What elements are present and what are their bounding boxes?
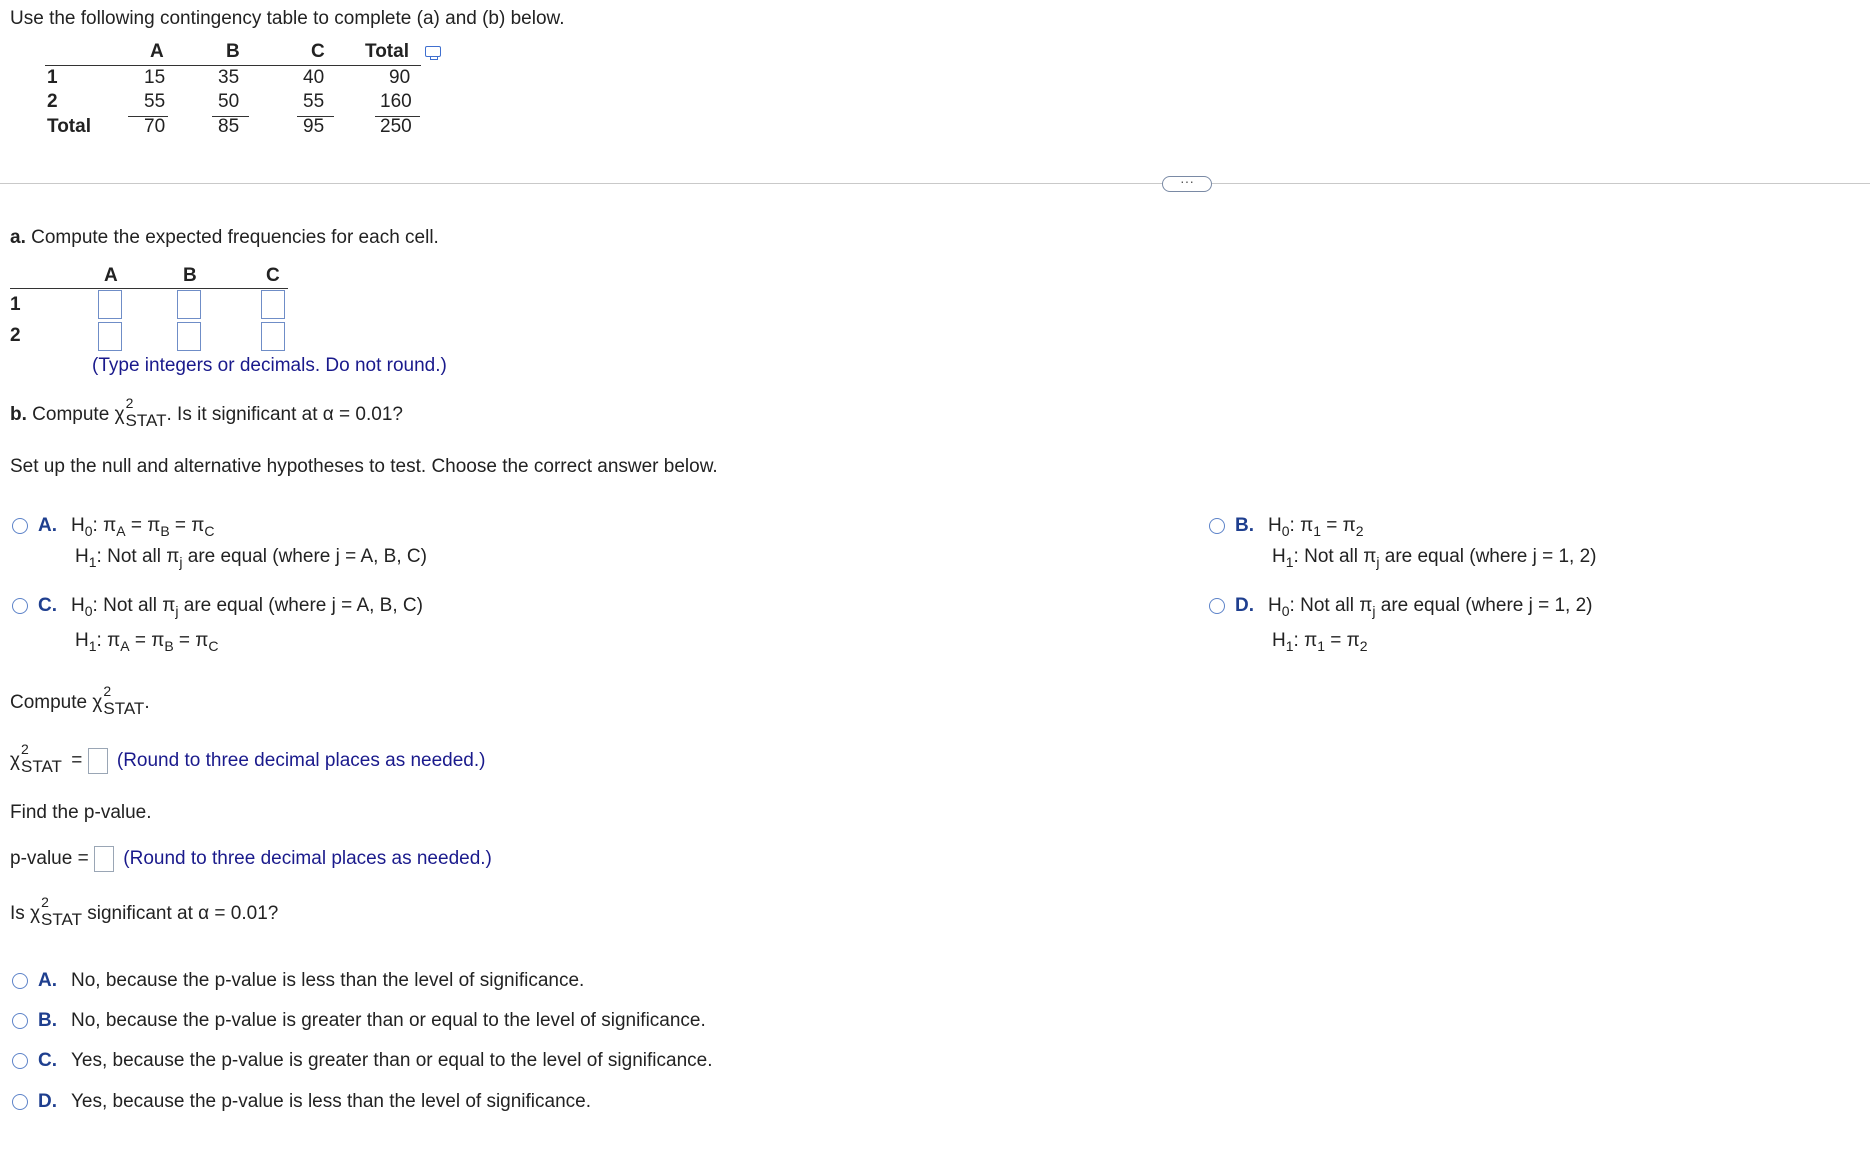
chi-stat-symbol: χ 2 STAT — [10, 741, 62, 777]
cell-total-c: 95 — [303, 116, 325, 137]
hypothesis-d-h1: $H_1$: $\pi_1 = \pi_2$ — [1272, 630, 1368, 654]
cell-2-a: 55 — [144, 91, 166, 112]
part-a-letter: a. — [10, 227, 26, 248]
final-option-b[interactable]: B. No, because the p-value is greater than or equal to the level of significance. — [12, 1010, 706, 1032]
chi-stat-input[interactable] — [88, 748, 108, 774]
compute-stat-label: Compute χ 2 STAT. — [10, 683, 150, 718]
hypothesis-b-h1: $H_1$: Not all $\pi_j$ are equal (where j = 1, 2) — [1272, 546, 1597, 570]
cell-1-b: 35 — [218, 67, 240, 88]
final-option-d[interactable]: D. Yes, because the p-value is less than the level of significance. — [12, 1091, 591, 1113]
radio-button-icon[interactable] — [12, 598, 28, 614]
pvalue-answer-row — [10, 846, 492, 872]
cell-1-c: 40 — [303, 67, 325, 88]
radio-button-icon[interactable] — [12, 1053, 28, 1069]
exp-row-label-2: 2 — [10, 325, 21, 346]
expected-input-2-c[interactable] — [261, 322, 285, 351]
cell-total-total: 250 — [380, 116, 412, 137]
cell-2-total: 160 — [380, 91, 412, 112]
part-b-alpha: α = 0.01? — [322, 404, 403, 425]
row-label-total: Total — [47, 116, 91, 137]
hypothesis-c-h1: $H_1$: $\pi_A = \pi_B = \pi_C$ — [75, 630, 219, 654]
chi-stat-answer-row: χ 2 STAT = (Round to three decimal places as needed.) — [10, 741, 486, 777]
cell-1-total: 90 — [389, 67, 411, 88]
final-option-c[interactable]: C. Yes, because the p-value is greater than or equal to the level of significance. — [12, 1050, 712, 1072]
radio-button-icon[interactable] — [12, 518, 28, 534]
radio-button-icon[interactable] — [12, 1013, 28, 1029]
expected-table-rule — [10, 288, 288, 289]
cell-1-a: 15 — [144, 67, 166, 88]
exp-header-c: C — [266, 265, 280, 286]
part-b-letter: b. — [10, 404, 27, 425]
part-a-prompt — [10, 227, 439, 249]
pvalue-label: p-value = — [10, 848, 89, 870]
pvalue-hint: (Round to three decimal places as needed.) — [123, 848, 492, 870]
hypothesis-option-d[interactable]: D. $H_0$: Not all $\pi_j$ are equal (where j = 1, 2) — [1209, 595, 1593, 617]
part-a-text: Compute the expected frequencies for each cell. — [31, 227, 439, 248]
exp-row-label-1: 1 — [10, 294, 21, 315]
expected-input-2-a[interactable] — [98, 322, 122, 351]
expected-input-1-b[interactable] — [177, 290, 201, 319]
row-label-2: 2 — [47, 91, 58, 112]
part-b-prompt — [10, 395, 403, 430]
expand-divider-button[interactable]: ··· — [1162, 176, 1212, 192]
expected-input-2-b[interactable] — [177, 322, 201, 351]
radio-button-icon[interactable] — [12, 1094, 28, 1110]
setup-text: Set up the null and alternative hypotheses to test. Choose the correct answer below. — [10, 456, 718, 477]
row-label-1: 1 — [47, 67, 58, 88]
hypothesis-option-c[interactable]: C. $H_0$: Not all $\pi_j$ are equal (where j = A, B, C) — [12, 595, 423, 617]
col-header-a: A — [150, 41, 164, 62]
hypothesis-a-h1: $H_1$: Not all $\pi_j$ are equal (where j = A, B, C) — [75, 546, 427, 570]
cell-total-b: 85 — [218, 116, 240, 137]
copy-table-icon[interactable] — [425, 46, 441, 57]
hypothesis-option-a[interactable]: A. $H_0$: $\pi_A = \pi_B = \pi_C$ — [12, 515, 215, 537]
significance-question: Is χ 2 STAT significant at α = 0.01? — [10, 894, 279, 929]
part-b-question: . Is it significant at — [166, 404, 318, 425]
hypothesis-option-b[interactable]: B. $H_0$: $\pi_1 = \pi_2$ — [1209, 515, 1364, 537]
col-header-total: Total — [365, 41, 409, 62]
expected-input-1-a[interactable] — [98, 290, 122, 319]
intro-text: Use the following contingency table to complete (a) and (b) below. — [10, 8, 565, 29]
chi-stat-hint: (Round to three decimal places as needed.) — [116, 750, 486, 772]
exp-header-b: B — [183, 265, 197, 286]
cell-2-c: 55 — [303, 91, 325, 112]
section-divider — [0, 183, 1870, 184]
col-header-b: B — [226, 41, 240, 62]
chi-stat-symbol: χ 2 STAT — [114, 395, 167, 430]
radio-button-icon[interactable] — [1209, 518, 1225, 534]
pvalue-input[interactable] — [94, 846, 114, 872]
radio-button-icon[interactable] — [1209, 598, 1225, 614]
final-option-a[interactable]: A. No, because the p-value is less than the level of significance. — [12, 970, 584, 992]
cell-total-a: 70 — [144, 116, 166, 137]
cell-2-b: 50 — [218, 91, 240, 112]
expected-input-1-c[interactable] — [261, 290, 285, 319]
part-a-hint: (Type integers or decimals. Do not round.) — [92, 355, 447, 376]
col-header-c: C — [311, 41, 325, 62]
find-pvalue-text: Find the p-value. — [10, 802, 152, 823]
exp-header-a: A — [104, 265, 118, 286]
radio-button-icon[interactable] — [12, 973, 28, 989]
part-b-compute: Compute — [32, 404, 110, 425]
